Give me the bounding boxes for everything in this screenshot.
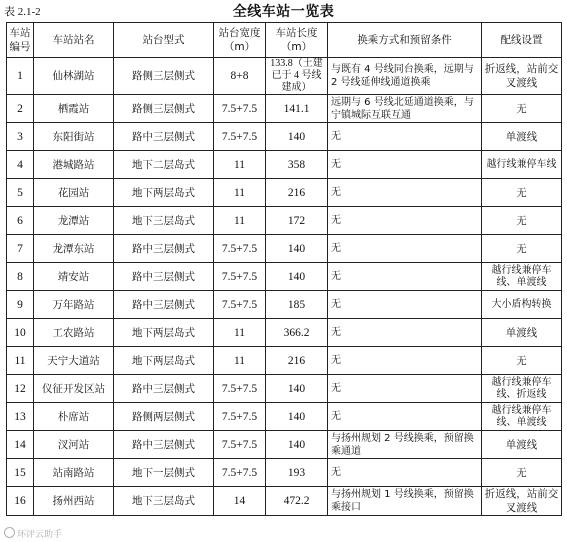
platform-width: 11 (214, 207, 266, 235)
transfer-info: 无 (328, 179, 482, 207)
track-setup: 单渡线 (482, 319, 562, 347)
platform-width: 7.5+7.5 (214, 375, 266, 403)
track-setup: 越行线兼停车线、单渡线 (482, 403, 562, 431)
track-setup: 单渡线 (482, 123, 562, 151)
station-no: 5 (7, 179, 34, 207)
track-setup: 折返线，站前交叉渡线 (482, 58, 562, 95)
table-title: 全线车站一览表 (232, 4, 335, 20)
station-name: 万年路站 (34, 291, 114, 319)
platform-type: 路侧三层侧式 (114, 58, 214, 95)
station-name: 朴席站 (34, 403, 114, 431)
station-name: 龙潭东站 (34, 235, 114, 263)
header-name: 车站站名 (34, 23, 114, 58)
track-setup: 无 (482, 207, 562, 235)
station-no: 2 (7, 95, 34, 123)
transfer-info: 无 (328, 403, 482, 431)
platform-type: 路中三层侧式 (114, 431, 214, 459)
station-no: 8 (7, 263, 34, 291)
transfer-info: 无 (328, 319, 482, 347)
transfer-info: 无 (328, 207, 482, 235)
track-setup: 越行线兼停车线、折返线 (482, 375, 562, 403)
station-no: 16 (7, 487, 34, 516)
table-row (7, 179, 562, 207)
station-length: 472.2 (266, 487, 328, 516)
table-row (7, 459, 562, 487)
platform-type: 地下两层岛式 (114, 347, 214, 375)
station-no: 7 (7, 235, 34, 263)
header-station-length: 车站长度（m） (266, 23, 328, 58)
station-no: 3 (7, 123, 34, 151)
platform-width: 14 (214, 487, 266, 516)
station-length: 216 (266, 179, 328, 207)
title-row (0, 0, 567, 22)
platform-type: 路侧三层侧式 (114, 95, 214, 123)
station-length: 193 (266, 459, 328, 487)
transfer-info: 与既有 4 号线同台换乘，远期与 2 号线延伸线通道换乘 (328, 58, 482, 95)
transfer-info: 与扬州规划 1 号线换乘，预留换乘接口 (328, 487, 482, 516)
station-no: 12 (7, 375, 34, 403)
header-track: 配线设置 (482, 23, 562, 58)
watermark-logo-icon (4, 527, 15, 538)
station-name: 天宁大道站 (34, 347, 114, 375)
transfer-info: 与扬州规划 2 号线换乘，预留换乘通道 (328, 431, 482, 459)
station-length: 358 (266, 151, 328, 179)
watermark (4, 527, 62, 540)
station-no: 13 (7, 403, 34, 431)
transfer-info: 无 (328, 459, 482, 487)
platform-width: 7.5+7.5 (214, 123, 266, 151)
transfer-info: 无 (328, 235, 482, 263)
station-length: 140 (266, 375, 328, 403)
station-length: 140 (266, 403, 328, 431)
station-no: 11 (7, 347, 34, 375)
track-setup: 无 (482, 179, 562, 207)
platform-width: 7.5+7.5 (214, 291, 266, 319)
table-row (7, 319, 562, 347)
station-length: 172 (266, 207, 328, 235)
station-no: 15 (7, 459, 34, 487)
station-name: 花园站 (34, 179, 114, 207)
transfer-info: 无 (328, 375, 482, 403)
table-row (7, 375, 562, 403)
platform-width: 7.5+7.5 (214, 431, 266, 459)
platform-type: 路侧两层侧式 (114, 403, 214, 431)
table-row (7, 431, 562, 459)
track-setup: 折返线，站前交叉渡线 (482, 487, 562, 516)
station-name: 东阳街站 (34, 123, 114, 151)
track-setup: 无 (482, 347, 562, 375)
track-setup: 大小盾构转换 (482, 291, 562, 319)
table-row (7, 151, 562, 179)
header-row (7, 23, 562, 58)
transfer-info: 远期与 6 号线北延通道换乘，与宁镇城际互联互通 (328, 95, 482, 123)
header-platform-type: 站台型式 (114, 23, 214, 58)
station-length: 140 (266, 123, 328, 151)
header-platform-width: 站台宽度（m） (214, 23, 266, 58)
watermark-text: 环评云助手 (17, 530, 63, 540)
station-name: 港城路站 (34, 151, 114, 179)
platform-type: 地下一层侧式 (114, 459, 214, 487)
table-row (7, 235, 562, 263)
platform-width: 7.5+7.5 (214, 263, 266, 291)
station-length: 133.8（土建已于 4 号线建成） (266, 58, 328, 95)
station-length: 140 (266, 431, 328, 459)
table-row (7, 263, 562, 291)
platform-type: 路中三层侧式 (114, 291, 214, 319)
track-setup: 无 (482, 459, 562, 487)
station-no: 1 (7, 58, 34, 95)
table-row (7, 207, 562, 235)
transfer-info: 无 (328, 291, 482, 319)
station-length: 185 (266, 291, 328, 319)
station-name: 扬州西站 (34, 487, 114, 516)
track-setup: 越行线兼停车线 (482, 151, 562, 179)
table-row (7, 487, 562, 516)
table-row (7, 291, 562, 319)
table-row (7, 347, 562, 375)
platform-type: 地下两层岛式 (114, 179, 214, 207)
platform-type: 地下二层岛式 (114, 151, 214, 179)
platform-type: 地下三层岛式 (114, 207, 214, 235)
station-no: 14 (7, 431, 34, 459)
track-setup: 无 (482, 95, 562, 123)
table-row (7, 58, 562, 95)
platform-width: 11 (214, 319, 266, 347)
platform-width: 7.5+7.5 (214, 403, 266, 431)
transfer-info: 无 (328, 123, 482, 151)
platform-width: 7.5+7.5 (214, 235, 266, 263)
header-no: 车站编号 (7, 23, 34, 58)
header-transfer: 换乘方式和预留条件 (328, 23, 482, 58)
station-length: 366.2 (266, 319, 328, 347)
platform-type: 路中三层侧式 (114, 123, 214, 151)
platform-type: 路中三层侧式 (114, 235, 214, 263)
table-row (7, 123, 562, 151)
track-setup: 单渡线 (482, 431, 562, 459)
station-no: 10 (7, 319, 34, 347)
station-no: 4 (7, 151, 34, 179)
transfer-info: 无 (328, 263, 482, 291)
station-no: 6 (7, 207, 34, 235)
platform-type: 路中三层侧式 (114, 263, 214, 291)
station-no: 9 (7, 291, 34, 319)
platform-width: 7.5+7.5 (214, 459, 266, 487)
station-name: 栖霞站 (34, 95, 114, 123)
platform-type: 路中三层侧式 (114, 375, 214, 403)
station-name: 站南路站 (34, 459, 114, 487)
station-length: 140 (266, 263, 328, 291)
transfer-info: 无 (328, 347, 482, 375)
platform-width: 11 (214, 347, 266, 375)
station-name: 工农路站 (34, 319, 114, 347)
table-number: 表 2.1-2 (4, 6, 41, 18)
platform-type: 地下三层岛式 (114, 487, 214, 516)
table-row (7, 95, 562, 123)
station-name: 龙潭站 (34, 207, 114, 235)
station-length: 141.1 (266, 95, 328, 123)
station-table (6, 22, 562, 516)
station-name: 靖安站 (34, 263, 114, 291)
table-row (7, 403, 562, 431)
platform-width: 7.5+7.5 (214, 95, 266, 123)
station-length: 216 (266, 347, 328, 375)
station-length: 140 (266, 235, 328, 263)
track-setup: 越行线兼停车线、单渡线 (482, 263, 562, 291)
station-name: 汊河站 (34, 431, 114, 459)
station-name: 仙林湖站 (34, 58, 114, 95)
platform-width: 11 (214, 179, 266, 207)
station-name: 仪征开发区站 (34, 375, 114, 403)
transfer-info: 无 (328, 151, 482, 179)
platform-width: 11 (214, 151, 266, 179)
track-setup: 无 (482, 235, 562, 263)
platform-width: 8+8 (214, 58, 266, 95)
platform-type: 地下两层岛式 (114, 319, 214, 347)
